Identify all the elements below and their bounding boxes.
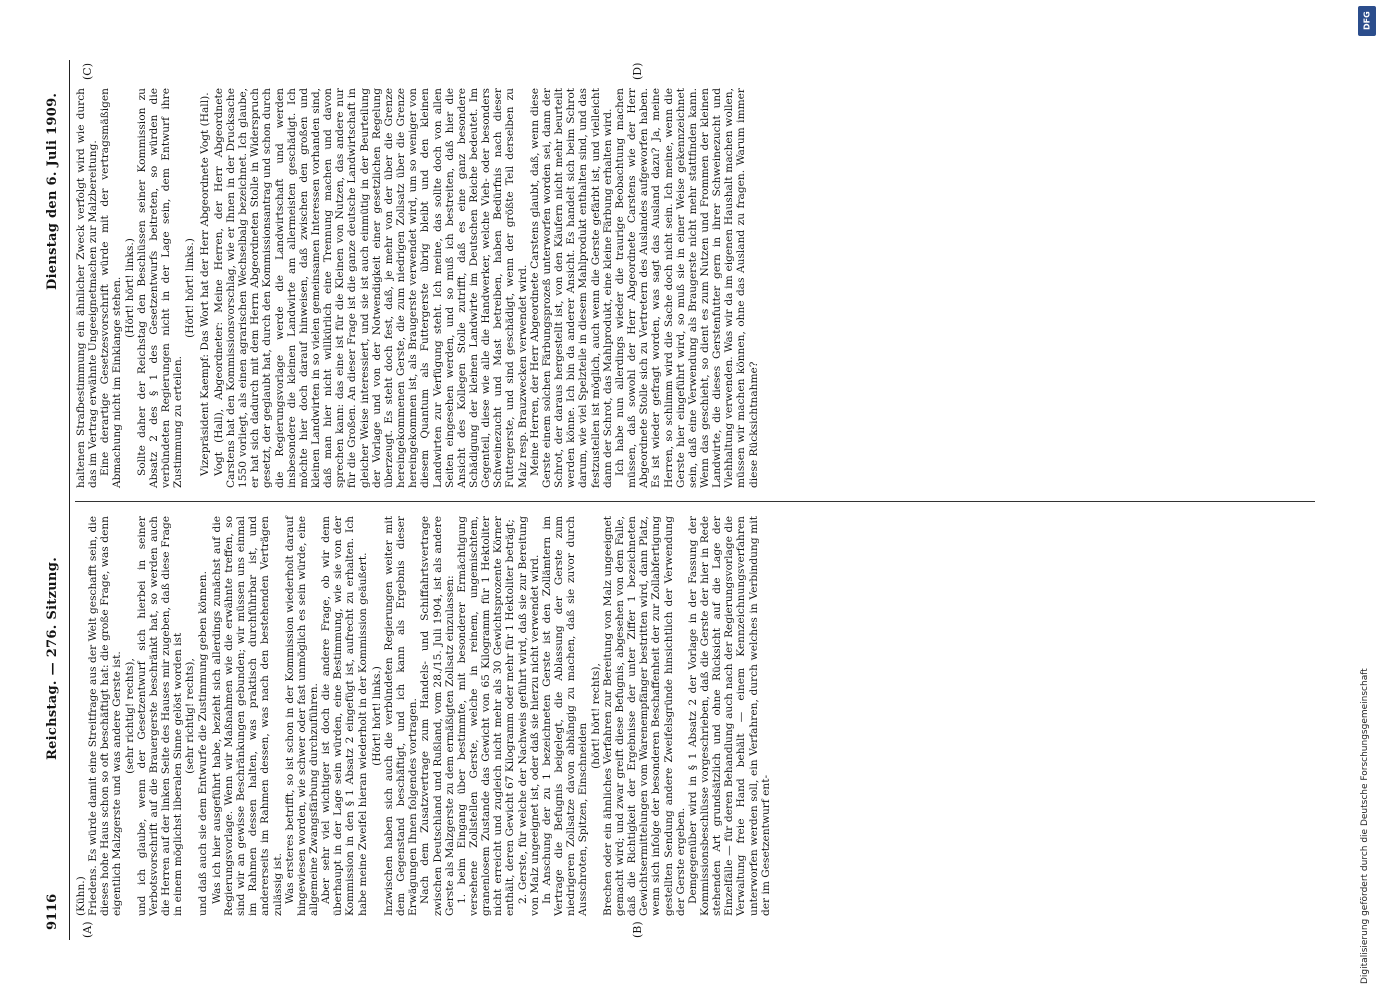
- paragraph: Was ich hier ausgeführt habe, bezieht sich allerdings zunächst auf die Regierungsvorlage. Wenn wir Maßnahmen wie die erwähnte treffen, so sind wir an gewisse Beschränkungen gebunden; wir müssen uns einmal im Rahmen dessen halten, was praktisch durchführbar ist, und andererseits im Rahmen dessen, was nach den bestehenden Verträgen zulässig ist.: [210, 516, 284, 916]
- paragraph: Vogt (Hall), Abgeordneter: Meine Herren, der Herr Abgeordnete Carstens hat den Kommissionsvorschlag, wie er Ihnen in der Drucksache 1550 vorliegt, als einen agrarischen Wechselbalg bezeichnet. Ich glaube, er hat sich dadurch mit dem Herrn Abgeordneten Stolle in Widerspruch gesetzt, der geglaubt hat, durch den Kommissionsantrag und schon durch die Regierungsvorlage werde die Landwirtschaft und werden insbesondere die kleinen Landwirte am allermeisten geschädigt. Ich möchte hier doch darauf hinweisen, daß zwischen den großen und kleinen Landwirten in so vielen gemeinsamen Interessen vorhanden sind, daß man hier nicht willkürlich eine Trennung machen und davon sprechen kann: das eine ist für die Kleinen von Nutzen, das andere nur für die Großen. An dieser Frage ist die ganze deutsche Landwirtschaft in gleicher Weise interessiert, und sie ist auch einmütig in der Beurteilung der Vorlage und von der Notwendigkeit einer gesetzlichen Regelung überzeugt. Es steht doch fest, daß, je mehr von der über die Grenze hereingekommenen Gerste, die zum niedrigen Zollsatz über die Grenze hereingekommen ist, als Braugerste verwendet wird, um so weniger von diesem Quantum als Futtergerste übrig bleibt und den kleinen Landwirten zur Verfügung steht. Ich meine, das sollte doch von allen Seiten eingesehen werden, und so muß ich bestreiten, daß hier die Ansicht des Kollegen Stolle zutrifft, daß es eine ganz besondere Schädigung der kleinen Landwirte im Deutschen Reiche bedeutet. Im Gegenteil, diese wie alle die Handwerker, welche Vieh- oder besonders Schweinezucht und Mast betreiben, haben Bedürfnis nach dieser Futtergerste, und sind geschädigt, wenn der größte Teil derselben zu Malz resp. Brauzwecken verwendet wird.: [212, 88, 529, 488]
- paragraph: Vizepräsident Kaempf: Das Wort hat der Herr Abgeordnete Vogt (Hall).: [198, 92, 211, 476]
- right-text-column: [75, 88, 760, 488]
- paragraph: Demgegenüber wird in § 1 Absatz 2 der Vorlage in der Fassung der Kommissionsbeschlüsse vorgeschrieben, daß die Gerste der hier in Rede stehenden Art grundsätzlich und ohne Rücksicht auf die Lage der Einzelfälle — für deren Behandlung auch nach der Regierungsvorlage die Verwaltung freie Hand behält — einem Kennzeichnungsverfahren unterworfen werden soll, ein Verfahren, durch welches in Verbindung mit der im Gesetzentwurf ent-: [686, 516, 772, 916]
- paragraph: In Anschung der zu 1 bezeichneten Gerste ist den Zollämtern im Vertrage die Befugnis beigelegt, die Ablassung der Gerste zum niedrigeren Zollsatze davon abhängig zu machen, daß sie zuvor durch Ausschroten, Spitzen, Einschneiden: [540, 516, 590, 916]
- paragraph: (sehr richtig! rechts),: [184, 658, 197, 774]
- paragraph: Friedens. Es würde damit eine Streitfrage aus der Welt geschafft sein, die dieses hohe Haus schon so oft beschäftigt hat: die große Frage, was denn eigentlich Malzgerste und was andere Gerste ist.: [87, 516, 124, 916]
- paragraph: Aber sehr viel wichtiger ist doch die andere Frage, ob wir denn überhaupt in der Lage sein würden, eine Bestimmung, wie sie von der Kommission in den § 1 Absatz 2 eingefügt ist, aufrecht zu erhalten. Ich habe meine Zweifel hieran wiederholt in der Kommission geäußert.: [320, 516, 369, 916]
- margin-marker-b: (B): [631, 921, 644, 938]
- paragraph: (hört! hört! rechts),: [589, 663, 602, 769]
- paragraph: 1. beim Eingang über bestimmte, mit besonderer Ermächtigung versehene Zollstellen Gerste, welche in reinem, ungemischtem, granenlosem Zustande das Gewicht von 65 Kilogramm für 1 Hektoliter nicht erreicht und zugleich nicht mehr als 30 Gewichtsprozente Körner enthält, deren Gewicht 67 Kilogramm oder mehr für 1 Hektoliter beträgt;: [455, 516, 517, 916]
- paragraph: (sehr richtig! rechts),: [123, 658, 136, 774]
- margin-marker-d: (D): [631, 62, 644, 80]
- digitization-credit: Digitalisierung gefördert durch die Deutsche Forschungsgemeinschaft: [1360, 668, 1370, 984]
- page-number: 9116: [45, 893, 60, 930]
- header-rule: [69, 60, 70, 940]
- rotated-page-content: [41, 60, 1341, 940]
- column-divider: [75, 501, 1315, 502]
- paragraph: Ich habe nun allerdings wieder die traurige Beobachtung machen müssen, daß sowohl der Herr Abgeordnete Carstens wie der Herr Abgeordnete Stolle sich zu Vertretern des Auslandes aufgeworfen haben. Es ist wieder gefragt worden, was sagt das Ausland dazu? Ja, meine Herren, so schlimm wird die Sache doch nicht sein. Ich meine, wenn die Gerste hier eingeführt wird, so muß sie in einer Weise gekennzeichnet sein, daß eine Verwendung als Braugerste nicht mehr stattfinden kann. Wenn das geschieht, so dient es zum Nutzen und Frommen der kleinen Landwirte, die dieses Gerstenfutter gern in ihrer Schweinezucht und Viehhaltung verwenden. Was wir da im eigenen Haushalt machen wollen, müssen wir machen können, ohne das Ausland zu fragen. Warum immer diese Rücksichtnahme?: [613, 88, 760, 488]
- paragraph: Sollte daher der Reichstag den Beschlüssen seiner Kommission zu Absatz 2 des § 1 des Gesetzentwurfs beitreten, so würden die verbündeten Regierungen nicht in der Lage sein, dem Entwurf ihre Zustimmung zu erteilen.: [135, 88, 185, 488]
- header-right-title: Dienstag den 6. Juli 1909.: [45, 92, 60, 290]
- paragraph: (Kühn.): [75, 876, 87, 916]
- header-left-title: Reichstag. — 276. Sitzung.: [45, 556, 60, 760]
- margin-marker-a: (A): [81, 921, 94, 938]
- dfg-logo: DFG: [1358, 6, 1376, 36]
- paragraph: Inzwischen haben sich auch die verbündeten Regierungen weiter mit dem Gegenstand beschäftigt, und ich kann als Ergebnis dieser Erwägungen Ihnen folgendes vortragen.: [382, 516, 420, 916]
- paragraph: und ich glaube, wenn der Gesetzentwurf sich hierbei in seiner Verbotsvorschrift auf die Brauergerste beschränkt hat, so werden auch die Herren auf der linken Seite des Hauses mir zugeben, daß diese Frage in einem möglichst liberalen Sinne gelöst worden ist: [135, 516, 185, 916]
- paragraph: Eine derartige Gesetzesvorschrift würde mit der vertragsmäßigen Abmachung nicht im Einklange stehen.: [99, 88, 124, 488]
- paragraph: Meine Herren, der Herr Abgeordnete Carstens glaubt, daß, wenn diese Gerste einem solchen Färbungsprozeß unterworfen worden sei, dann der Schrot, der daraus hergestellt ist, von den Käufern nicht mehr beurteilt werden könne. Ich bin da anderer Ansicht. Es handelt sich beim Schrot darum, wie viel Spelzteile in diesem Mahlprodukt enthalten sind, und das festzustellen ist möglich, auch wenn die Gerste gefärbt ist, und vielleicht dann der Schrot, das Mahlprodukt, eine kleine Färbung erhalten wird.: [528, 88, 614, 488]
- paragraph: (Hört! hört! links.): [370, 666, 383, 766]
- paragraph: haltenen Strafbestimmung ein ähnlicher Zweck verfolgt wird wie durch das im Vertrag erwähnte Ungeeignetmachen zur Malzbereitung.: [75, 88, 100, 488]
- left-text-column: [75, 516, 772, 916]
- paragraph: und daß auch sie dem Entwurfe die Zustimmung geben können.: [196, 570, 209, 916]
- paragraph: Was ersteres betrifft, so ist schon in der Kommission wiederholt darauf hingewiesen worden, wie schwer oder fast unmöglich es sein würde, eine allgemeine Zwangsfärbung durchzuführen.: [283, 516, 320, 916]
- paragraph: Brechen oder ein ähnliches Verfahren zur Bereitung von Malz ungeeignet gemacht wird; und zwar greift diese Befugnis, abgesehen von dem Falle, daß die Richtigkeit der Ergebnisse der unter Ziffer 1 bezeichneten Gewichtsermittelungen vom Warenempfänger bestritten wird, dann Platz, wenn sich infolge der besonderen Beschaffenheit der zur Zollabfertigung gestellten Sendung andere Zweifelsgründe hinsichtlich der Verwendung der Gerste ergeben.: [601, 516, 687, 916]
- page-header: [41, 60, 67, 940]
- margin-marker-c: (C): [81, 63, 94, 80]
- paragraph: Nach dem Zusatzvertrage zum Handels- und Schiffahrtsvertrage zwischen Deutschland und Rußland, vom 28./15. Juli 1904, ist als andere Gerste als Malzgerste zu dem ermäßigten Zollsatz einzulassen:: [419, 516, 456, 916]
- paragraph: 2. Gerste, für welche der Nachweis geführt wird, daß sie zur Bereitung von Malz ungeeignet ist, oder daß sie hierzu nicht verwendet wird.: [516, 516, 541, 916]
- attribution-strip: [1352, 0, 1382, 1000]
- paragraph: (Hört! hört! links.): [184, 238, 197, 338]
- paragraph: (Hört! hört! links.): [123, 238, 136, 338]
